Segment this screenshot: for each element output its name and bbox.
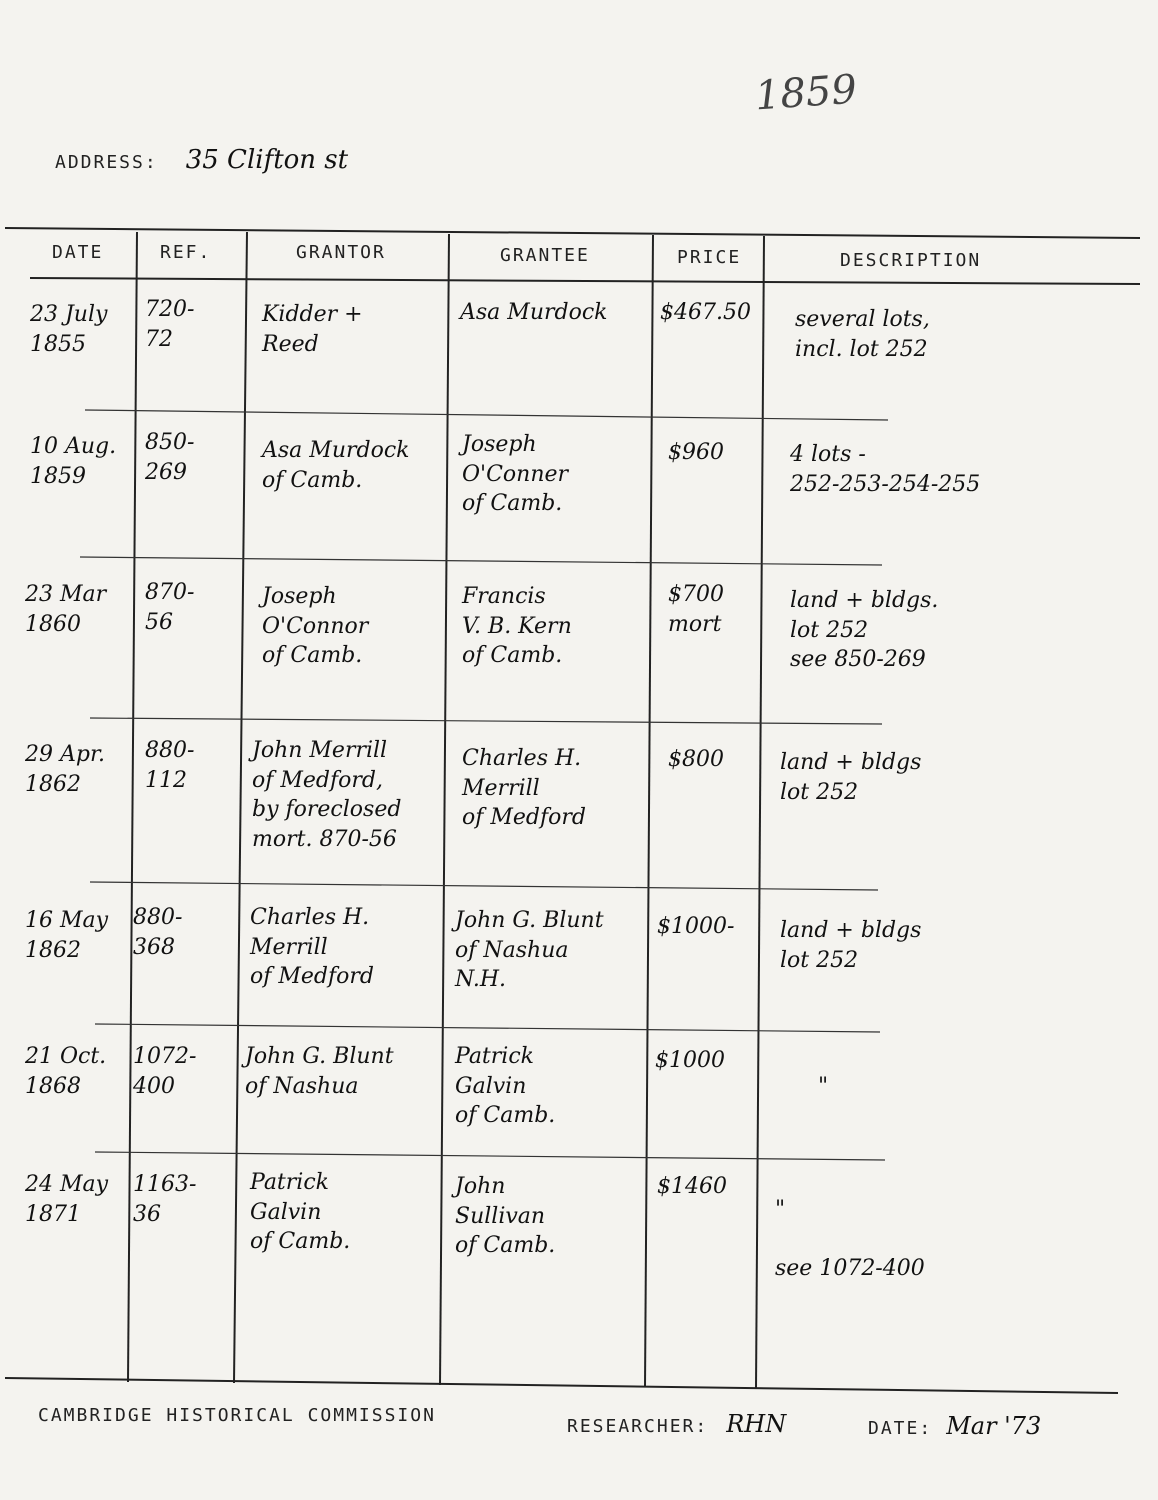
row-6-price: $1000 [655,1048,725,1073]
row-2-ref: 850- 269 [145,430,195,485]
row-6-date: 21 Oct. 1868 [25,1044,107,1099]
row-4-description: land + bldgs lot 252 [780,750,922,805]
row-7-price: $1460 [657,1174,727,1199]
divider-price-description [756,236,764,1388]
address-label: ADDRESS: [55,152,158,173]
date-label: DATE: [868,1418,933,1439]
column-header-grantee: GRANTEE [500,245,590,266]
table-top-rule [5,228,1140,238]
row-4-date: 29 Apr. 1862 [25,742,106,797]
footer-commission: CAMBRIDGE HISTORICAL COMMISSION [38,1405,436,1426]
row-divider [85,410,888,420]
divider-ref-grantor [234,232,247,1383]
row-1-ref: 720- 72 [145,297,195,352]
row-2-date: 10 Aug. 1859 [30,434,117,489]
row-divider [80,557,882,565]
address-row [55,145,348,175]
header-rule [30,278,1140,284]
researcher-label: RESEARCHER: [567,1416,709,1437]
column-header-ref: REF. [160,242,212,263]
row-5-grantee: John G. Blunt of Nashua N.H. [455,908,604,993]
row-3-grantor: Joseph O'Connor of Camb. [262,584,369,669]
row-divider [90,882,878,890]
row-4-grantee: Charles H. Merrill of Medford [462,746,586,831]
researcher-value: RHN [726,1410,787,1438]
row-1-date: 23 July 1855 [30,302,108,357]
row-7-grantor: Patrick Galvin of Camb. [250,1170,351,1255]
row-divider [95,1024,880,1032]
divider-grantor-grantee [440,234,449,1385]
row-3-description: land + bldgs. lot 252 see 850-269 [790,588,939,673]
row-5-date: 16 May 1862 [25,908,109,963]
divider-grantee-price [645,235,653,1387]
row-divider [95,1152,885,1160]
row-5-grantor: Charles H. Merrill of Medford [250,905,374,990]
row-2-grantor: Asa Murdock of Camb. [262,438,410,493]
table-bottom-rule [5,1378,1118,1393]
row-6-grantor: John G. Blunt of Nashua [245,1044,394,1099]
row-2-grantee: Joseph O'Conner of Camb. [462,432,569,517]
row-1-grantor: Kidder + Reed [262,302,363,357]
row-1-price: $467.50 [660,300,751,325]
row-6-grantee: Patrick Galvin of Camb. [455,1044,556,1129]
row-divider [90,718,882,724]
row-2-description: 4 lots - 252-253-254-255 [790,442,981,497]
date-value: Mar '73 [946,1412,1042,1440]
footer-date [868,1412,1041,1440]
column-header-grantor: GRANTOR [296,242,386,263]
year-annotation: 1859 [753,66,859,120]
row-7-description: " see 1072-400 [775,1197,925,1282]
row-7-grantee: John Sullivan of Camb. [455,1174,556,1259]
row-3-grantee: Francis V. B. Kern of Camb. [462,584,572,669]
row-2-price: $960 [668,440,724,465]
row-7-ref: 1163- 36 [133,1172,197,1227]
footer-researcher [567,1410,786,1438]
column-header-price: PRICE [677,247,742,268]
column-header-date: DATE [52,242,104,263]
row-3-date: 23 Mar 1860 [25,582,107,637]
row-1-description: several lots, incl. lot 252 [795,307,930,362]
row-7-date: 24 May 1871 [25,1172,109,1227]
column-header-description: DESCRIPTION [840,250,982,271]
row-6-description: " [818,1074,829,1099]
address-value: 35 Clifton st [185,145,349,175]
row-5-description: land + bldgs lot 252 [780,918,922,973]
row-3-ref: 870- 56 [145,580,195,635]
row-6-ref: 1072- 400 [133,1044,197,1099]
row-4-grantor: John Merrill of Medford, by foreclosed mort. 870-56 [252,738,402,853]
row-1-grantee: Asa Murdock [460,300,608,325]
row-4-price: $800 [668,747,724,772]
row-5-price: $1000- [657,914,735,939]
row-3-price: $700 mort [668,582,724,637]
row-4-ref: 880- 112 [145,738,195,793]
row-5-ref: 880- 368 [133,905,183,960]
